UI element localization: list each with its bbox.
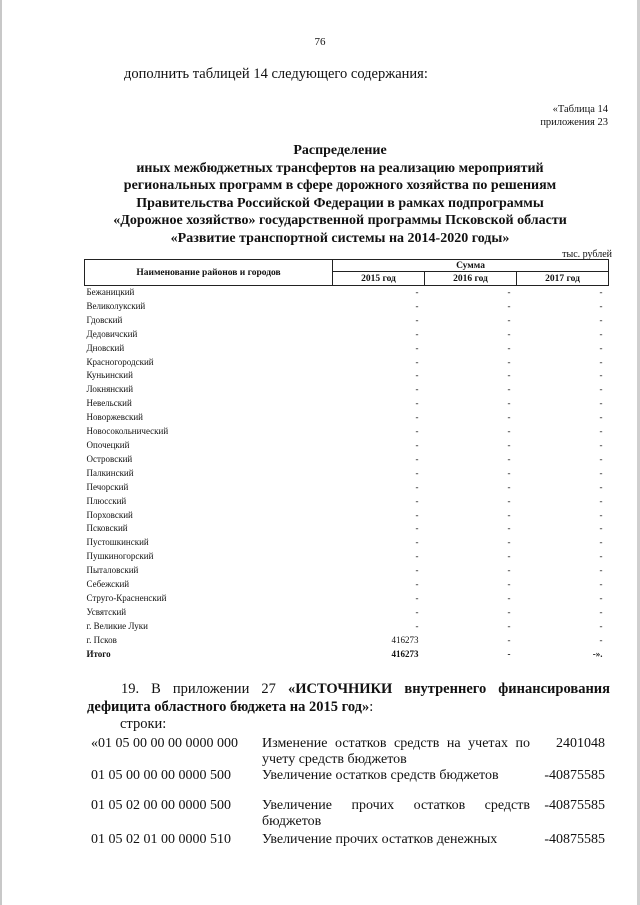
value-2016: - [507,592,511,603]
header-year-2017: 2017 год [517,272,609,286]
title-line: Распределение [293,143,387,158]
source-code: 01 05 02 01 00 0000 510 [91,832,231,847]
table-row [85,564,609,578]
value-2016: - [507,300,511,311]
district-name: Опочецкий [86,439,130,450]
value-2016: - [507,537,511,548]
source-code: «01 05 00 00 00 0000 000 [91,736,238,751]
value-2015: - [415,300,419,311]
value-2017: - [599,439,603,450]
table-row [85,342,609,356]
district-name: Новоржевский [86,412,143,423]
table-row [85,314,609,328]
value-2017: - [599,592,603,603]
distribution-table [84,259,609,661]
table-row [85,578,609,592]
section-19-bold-title: «ИСТОЧНИКИ внутреннего финансирования дефицита областного бюджета на 2015 год» [87,681,611,715]
value-2016: - [507,398,511,409]
value-2015: - [415,370,419,381]
intro-text: дополнить таблицей 14 следующего содержания: [124,66,428,82]
district-name: Псковский [86,523,128,534]
header-sum: Сумма [333,260,609,272]
value-2015: - [415,356,419,367]
total-2016: - [507,648,511,659]
value-2017: - [599,495,603,506]
value-2015: - [415,412,419,423]
section-19 [87,680,610,716]
value-2016: - [507,287,511,297]
scan-edge-left [0,0,2,905]
table-body [85,286,609,662]
value-2016: - [507,467,511,478]
value-2016: - [507,509,511,520]
table-row [85,606,609,620]
district-name: Усвятский [86,606,127,617]
value-2017: - [599,453,603,464]
source-description: Увеличение остатков средств бюджетов [262,768,499,783]
value-2016: - [507,370,511,381]
district-name: Себежский [86,579,130,590]
table-row [85,453,609,467]
document-title [60,142,620,248]
value-2017: - [599,370,603,381]
district-name: Порховский [86,509,133,520]
title-line: «Дорожное хозяйство» государственной программы Псковской области [113,213,567,229]
value-2016: - [507,565,511,576]
value-2016: - [507,579,511,590]
table-row [85,592,609,606]
table-row [85,522,609,536]
total-label: Итого [86,648,111,659]
table-row [85,328,609,342]
district-name: Пыталовский [86,565,139,576]
value-2016: - [507,634,511,645]
table-row [85,411,609,425]
value-2015: - [415,314,419,325]
value-2017: - [599,300,603,311]
value-2017: - [599,579,603,590]
district-name: Новосокольнический [86,426,169,437]
header-year-2016: 2016 год [425,272,517,286]
source-amount: 2401048 [556,736,605,751]
district-name: Дедовичский [86,328,138,339]
value-2015: - [415,287,419,297]
value-2015: - [415,523,419,534]
value-2016: - [507,439,511,450]
page-number: 76 [314,36,326,48]
district-name: Печорский [86,481,129,492]
value-2017: - [599,328,603,339]
source-description: Изменение остатков средств на учетах по учету средств бюджетов [262,736,530,767]
value-2016: - [507,342,511,353]
value-2016: - [507,412,511,423]
value-2016: - [507,551,511,562]
source-amount: -40875585 [544,798,605,813]
total-2017: -». [592,648,603,659]
district-name: Палкинский [86,467,134,478]
table-row [85,397,609,411]
value-2017: - [599,314,603,325]
total-row [85,648,609,662]
value-2017: - [599,565,603,576]
value-2015: - [415,606,419,617]
district-name: г. Великие Луки [86,620,148,631]
header-year-2015: 2015 год [333,272,425,286]
value-2016: - [507,426,511,437]
table-row [85,286,609,300]
value-2016: - [507,328,511,339]
value-2017: - [599,426,603,437]
section-19-text: 19. В приложении 27 [121,681,288,697]
value-2015: - [415,453,419,464]
value-2015: - [415,481,419,492]
table-row [85,425,609,439]
source-description: Увеличение прочих остатков денежных [262,832,498,847]
value-2016: - [507,356,511,367]
units-label: тыс. рублей [562,249,612,260]
value-2017: - [599,620,603,631]
value-2015: - [415,509,419,520]
value-2017: - [599,551,603,562]
value-2016: - [507,314,511,325]
source-amount: -40875585 [544,768,605,783]
header-name: Наименование районов и городов [85,260,333,286]
table-reference [540,103,608,129]
district-name: Красногородский [86,356,154,367]
value-2017: - [599,412,603,423]
value-2015: - [415,537,419,548]
value-2017: - [599,342,603,353]
value-2017: - [599,467,603,478]
source-code: 01 05 02 00 00 0000 500 [91,798,231,813]
source-amount: -40875585 [544,832,605,847]
section-19-paragraph [87,680,610,716]
value-2016: - [507,481,511,492]
title-line: региональных программ в сфере дорожного хозяйства по решениям [123,178,557,194]
value-2016: - [507,453,511,464]
section-19-colon: : [369,699,374,715]
value-2016: - [507,523,511,534]
value-2016: - [507,495,511,506]
district-name: Куньинский [86,370,133,381]
table-row [85,467,609,481]
table-row [85,536,609,550]
value-2017: - [599,634,603,645]
value-2015: - [415,426,419,437]
title-line: Правительства Российской Федерации в рамках подпрограммы [136,195,544,211]
district-name: Пустошкинский [86,537,149,548]
table-reference-line1: «Таблица 14 [552,104,608,115]
value-2015: - [415,551,419,562]
table-row [85,300,609,314]
value-2015: - [415,467,419,478]
district-name: Великолукский [86,300,146,311]
source-code: 01 05 00 00 00 0000 500 [91,768,231,783]
district-name: Невельский [86,398,132,409]
table-row [85,369,609,383]
value-2015: - [415,620,419,631]
value-2017: - [599,481,603,492]
table-row [85,620,609,634]
value-2015: - [415,342,419,353]
table-row [85,509,609,523]
table-row [85,481,609,495]
value-2017: - [599,537,603,548]
district-name: Дновский [86,342,125,353]
value-2016: - [507,384,511,395]
title-line: «Развитие транспортной системы на 2014-2020 годы» [170,230,510,246]
value-2015: - [415,384,419,395]
value-2017: - [599,523,603,534]
table-row [85,634,609,648]
rows-label: строки: [120,716,167,732]
total-2015: 416273 [391,648,419,659]
value-2015: - [415,439,419,450]
table-row [85,356,609,370]
value-2015: 416273 [391,634,419,645]
district-name: Струго-Красненский [86,592,167,603]
value-2017: - [599,509,603,520]
district-name: Пушкиногорский [86,551,154,562]
title-line: иных межбюджетных трансфертов на реализацию мероприятий [136,160,544,176]
value-2017: - [599,287,603,297]
district-name: Островский [86,453,133,464]
table-row [85,495,609,509]
value-2016: - [507,620,511,631]
value-2017: - [599,398,603,409]
district-name: г. Псков [86,634,117,645]
value-2017: - [599,384,603,395]
value-2015: - [415,495,419,506]
value-2015: - [415,592,419,603]
value-2015: - [415,398,419,409]
district-name: Локнянский [86,384,134,395]
value-2015: - [415,328,419,339]
value-2017: - [599,356,603,367]
table-row [85,550,609,564]
value-2015: - [415,565,419,576]
district-name: Плюсский [86,495,127,506]
district-name: Гдовский [86,314,123,325]
table-row [85,383,609,397]
table-reference-line2: приложения 23 [540,117,608,128]
value-2016: - [507,606,511,617]
value-2017: - [599,606,603,617]
value-2015: - [415,579,419,590]
table-row [85,439,609,453]
district-name: Бежаницкий [86,287,135,297]
source-description: Увеличение прочих остатков средств бюджетов [262,798,530,829]
